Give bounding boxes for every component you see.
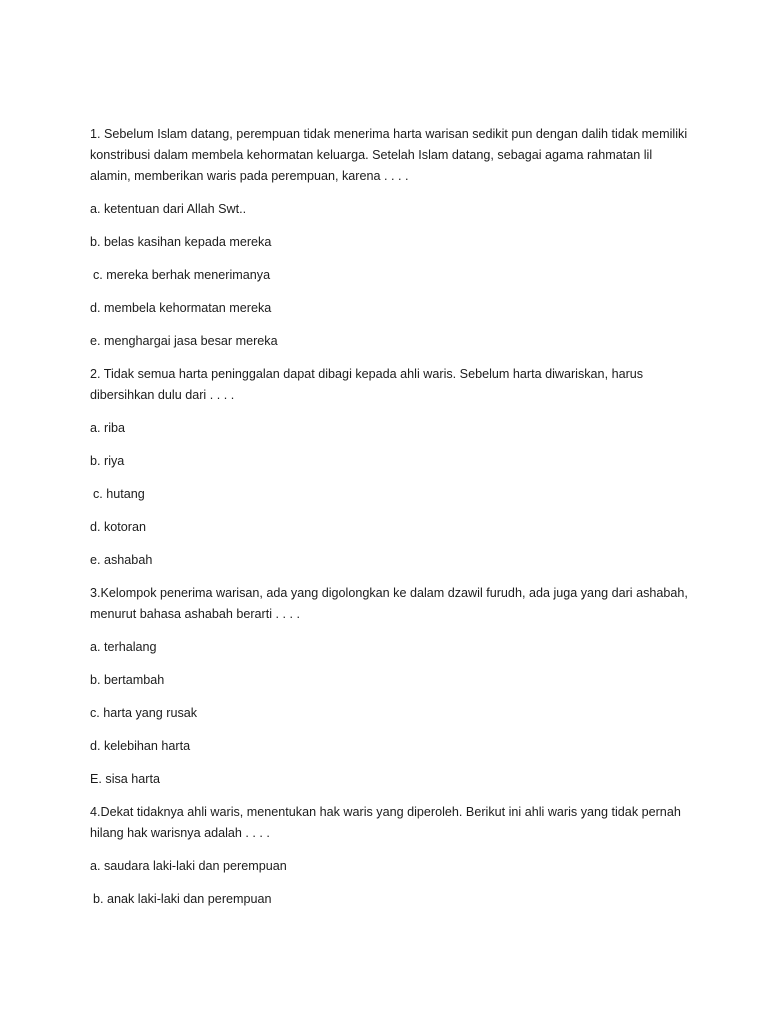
- question-4-option-b: b. anak laki-laki dan perempuan: [93, 892, 272, 906]
- question-2: 2. Tidak semua harta peninggalan dapat dibagi kepada ahli waris. Sebelum harta diwariskan, harus dibersihkan dulu dari . . . .: [90, 367, 644, 402]
- question-2-option-d: d. kotoran: [90, 520, 147, 534]
- question-1-option-a: a. ketentuan dari Allah Swt..: [90, 202, 247, 216]
- question-3-option-c: c. harta yang rusak: [90, 706, 198, 720]
- question-2-option-e: e. ashabah: [90, 553, 153, 567]
- question-3-option-a: a. terhalang: [90, 640, 157, 654]
- question-1-option-b: b. belas kasihan kepada mereka: [90, 235, 272, 249]
- question-1-option-d: d. membela kehormatan mereka: [90, 301, 272, 315]
- question-2-option-a: a. riba: [90, 421, 126, 435]
- question-3-option-e: E. sisa harta: [90, 772, 160, 786]
- question-3-option-d: d. kelebihan harta: [90, 739, 191, 753]
- question-1-option-e: e. menghargai jasa besar mereka: [90, 334, 278, 348]
- document-page: [90, 124, 690, 922]
- question-1-option-c: c. mereka berhak menerimanya: [93, 268, 271, 282]
- question-4: 4.Dekat tidaknya ahli waris, menentukan hak waris yang diperoleh. Berikut ini ahli waris yang tidak pernah hilang hak warisnya adalah . . . .: [90, 805, 681, 840]
- question-3-option-b: b. bertambah: [90, 673, 165, 687]
- question-3: 3.Kelompok penerima warisan, ada yang digolongkan ke dalam dzawil furudh, ada juga yang dari ashabah, menurut bahasa ashabah berarti . . . .: [90, 586, 688, 621]
- question-2-option-c: c. hutang: [93, 487, 145, 501]
- question-4-option-a: a. saudara laki-laki dan perempuan: [90, 859, 287, 873]
- question-2-option-b: b. riya: [90, 454, 125, 468]
- question-1: 1. Sebelum Islam datang, perempuan tidak menerima harta warisan sedikit pun dengan dalih tidak memiliki konstribusi dalam membela kehormatan keluarga. Setelah Islam datang, sebagai agama rahmatan lil alamin, memberikan waris pada perempuan, karena . . . .: [90, 127, 688, 183]
